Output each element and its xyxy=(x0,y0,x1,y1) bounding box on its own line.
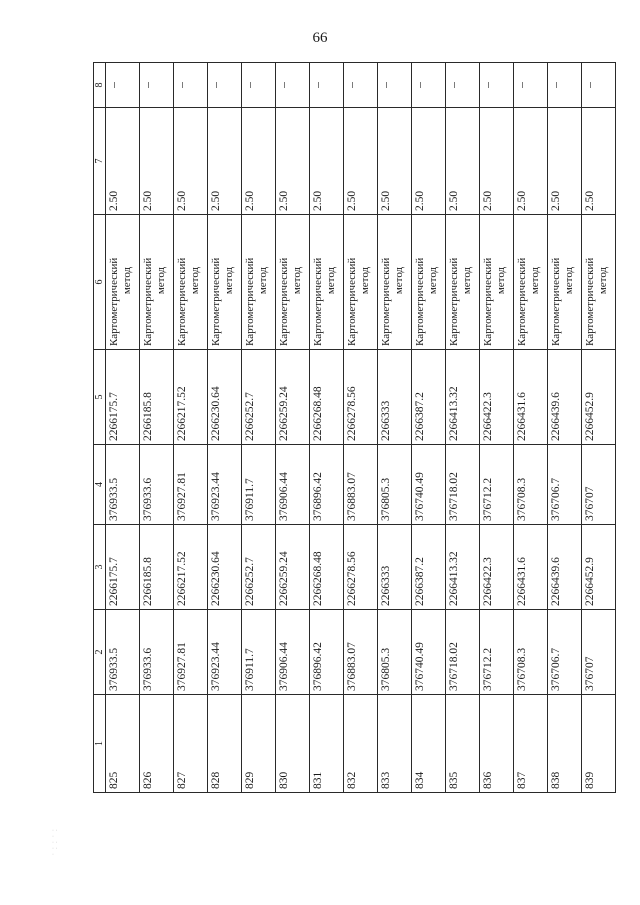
method-cell xyxy=(548,215,582,350)
method-cell xyxy=(106,215,140,350)
method-line-2: метод xyxy=(121,266,133,295)
x-refined-cell: 376923.44 xyxy=(208,445,242,525)
x-existing-cell: 376805.3 xyxy=(378,610,412,695)
table-row xyxy=(582,63,616,793)
point-number-cell: 837 xyxy=(514,695,548,793)
method-line-2: метод xyxy=(597,266,609,295)
x-refined-cell: 376896.42 xyxy=(310,445,344,525)
table-row xyxy=(344,63,378,793)
y-existing-cell: 2266387.2 xyxy=(412,525,446,610)
notes-cell: – xyxy=(242,63,276,108)
header-cell-6: 6 xyxy=(94,215,106,350)
point-number-cell: 829 xyxy=(242,695,276,793)
table-row xyxy=(446,63,480,793)
method-line-2: метод xyxy=(427,266,439,295)
method-cell xyxy=(310,215,344,350)
y-refined-cell: 2266230.64 xyxy=(208,350,242,445)
accuracy-cell: 2.50 xyxy=(378,108,412,215)
x-refined-cell: 376927.81 xyxy=(174,445,208,525)
x-existing-cell: 376707 xyxy=(582,610,616,695)
method-line-1: Картометрический xyxy=(516,257,528,346)
point-number-cell: 828 xyxy=(208,695,242,793)
accuracy-cell: 2.50 xyxy=(208,108,242,215)
margin-mark: · · · · · · · · xyxy=(52,828,58,858)
accuracy-cell: 2.50 xyxy=(276,108,310,215)
method-line-1: Картометрический xyxy=(312,257,324,346)
x-existing-cell: 376883.07 xyxy=(344,610,378,695)
y-existing-cell: 2266217.52 xyxy=(174,525,208,610)
notes-cell: – xyxy=(378,63,412,108)
x-existing-cell: 376708.3 xyxy=(514,610,548,695)
method-line-2: метод xyxy=(223,266,235,295)
y-refined-cell: 2266413.32 xyxy=(446,350,480,445)
notes-cell: – xyxy=(446,63,480,108)
method-cell xyxy=(446,215,480,350)
method-cell xyxy=(582,215,616,350)
accuracy-cell: 2.50 xyxy=(106,108,140,215)
point-number-cell: 839 xyxy=(582,695,616,793)
method-line-1: Картометрический xyxy=(278,257,290,346)
header-cell-2: 2 xyxy=(94,610,106,695)
page-number: 66 xyxy=(312,30,328,46)
x-refined-cell: 376883.07 xyxy=(344,445,378,525)
x-refined-cell: 376911.7 xyxy=(242,445,276,525)
header-cell-7: 7 xyxy=(94,108,106,215)
notes-cell: – xyxy=(140,63,174,108)
y-existing-cell: 2266185.8 xyxy=(140,525,174,610)
coordinates-table xyxy=(93,62,616,793)
method-line-2: метод xyxy=(495,266,507,295)
notes-cell: – xyxy=(106,63,140,108)
method-line-1: Картометрический xyxy=(584,257,596,346)
accuracy-cell: 2.50 xyxy=(140,108,174,215)
y-existing-cell: 2266439.6 xyxy=(548,525,582,610)
accuracy-cell: 2.50 xyxy=(242,108,276,215)
point-number-cell: 826 xyxy=(140,695,174,793)
y-refined-cell: 2266252.7 xyxy=(242,350,276,445)
x-existing-cell: 376927.81 xyxy=(174,610,208,695)
notes-cell: – xyxy=(276,63,310,108)
y-existing-cell: 2266278.56 xyxy=(344,525,378,610)
method-line-1: Картометрический xyxy=(550,257,562,346)
table-row xyxy=(480,63,514,793)
y-existing-cell: 2266413.32 xyxy=(446,525,480,610)
y-existing-cell: 2266268.48 xyxy=(310,525,344,610)
method-line-1: Картометрический xyxy=(142,257,154,346)
x-existing-cell: 376923.44 xyxy=(208,610,242,695)
method-line-2: метод xyxy=(325,266,337,295)
method-cell xyxy=(480,215,514,350)
method-cell xyxy=(514,215,548,350)
notes-cell: – xyxy=(582,63,616,108)
method-cell xyxy=(276,215,310,350)
y-existing-cell: 2266252.7 xyxy=(242,525,276,610)
table-row xyxy=(106,63,140,793)
method-line-1: Картометрический xyxy=(380,257,392,346)
method-line-1: Картометрический xyxy=(210,257,222,346)
header-row xyxy=(94,63,106,793)
y-existing-cell: 2266431.6 xyxy=(514,525,548,610)
table-row xyxy=(208,63,242,793)
x-existing-cell: 376740.49 xyxy=(412,610,446,695)
x-existing-cell: 376896.42 xyxy=(310,610,344,695)
header-cell-8: 8 xyxy=(94,63,106,108)
y-existing-cell: 2266452.9 xyxy=(582,525,616,610)
header-cell-5: 5 xyxy=(94,350,106,445)
accuracy-cell: 2.50 xyxy=(514,108,548,215)
point-number-cell: 835 xyxy=(446,695,480,793)
point-number-cell: 832 xyxy=(344,695,378,793)
accuracy-cell: 2.50 xyxy=(480,108,514,215)
y-existing-cell: 2266333 xyxy=(378,525,412,610)
y-refined-cell: 2266175.7 xyxy=(106,350,140,445)
x-refined-cell: 376933.6 xyxy=(140,445,174,525)
accuracy-cell: 2.50 xyxy=(548,108,582,215)
header-cell-4: 4 xyxy=(94,445,106,525)
table-row xyxy=(174,63,208,793)
point-number-cell: 833 xyxy=(378,695,412,793)
x-refined-cell: 376712.2 xyxy=(480,445,514,525)
method-line-1: Картометрический xyxy=(244,257,256,346)
accuracy-cell: 2.50 xyxy=(344,108,378,215)
accuracy-cell: 2.50 xyxy=(446,108,480,215)
y-existing-cell: 2266230.64 xyxy=(208,525,242,610)
method-cell xyxy=(242,215,276,350)
notes-cell: – xyxy=(514,63,548,108)
table-row xyxy=(514,63,548,793)
table-row xyxy=(242,63,276,793)
notes-cell: – xyxy=(174,63,208,108)
method-line-1: Картометрический xyxy=(414,257,426,346)
method-cell xyxy=(344,215,378,350)
y-refined-cell: 2266431.6 xyxy=(514,350,548,445)
point-number-cell: 827 xyxy=(174,695,208,793)
table-body xyxy=(106,63,616,793)
x-existing-cell: 376911.7 xyxy=(242,610,276,695)
method-line-2: метод xyxy=(291,266,303,295)
table-row xyxy=(276,63,310,793)
point-number-cell: 831 xyxy=(310,695,344,793)
method-line-1: Картометрический xyxy=(482,257,494,346)
y-refined-cell: 2266278.56 xyxy=(344,350,378,445)
x-refined-cell: 376706.7 xyxy=(548,445,582,525)
x-existing-cell: 376712.2 xyxy=(480,610,514,695)
accuracy-cell: 2.50 xyxy=(174,108,208,215)
notes-cell: – xyxy=(310,63,344,108)
method-line-2: метод xyxy=(563,266,575,295)
y-refined-cell: 2266439.6 xyxy=(548,350,582,445)
method-line-2: метод xyxy=(189,266,201,295)
y-refined-cell: 2266185.8 xyxy=(140,350,174,445)
table-row xyxy=(548,63,582,793)
x-existing-cell: 376906.44 xyxy=(276,610,310,695)
accuracy-cell: 2.50 xyxy=(582,108,616,215)
method-cell xyxy=(208,215,242,350)
notes-cell: – xyxy=(208,63,242,108)
x-existing-cell: 376706.7 xyxy=(548,610,582,695)
method-line-2: метод xyxy=(359,266,371,295)
point-number-cell: 825 xyxy=(106,695,140,793)
point-number-cell: 830 xyxy=(276,695,310,793)
header-cell-1: 1 xyxy=(94,695,106,793)
y-refined-cell: 2266452.9 xyxy=(582,350,616,445)
y-existing-cell: 2266175.7 xyxy=(106,525,140,610)
accuracy-cell: 2.50 xyxy=(412,108,446,215)
table-row xyxy=(378,63,412,793)
method-line-2: метод xyxy=(461,266,473,295)
method-cell xyxy=(140,215,174,350)
x-refined-cell: 376707 xyxy=(582,445,616,525)
y-refined-cell: 2266333 xyxy=(378,350,412,445)
x-refined-cell: 376718.02 xyxy=(446,445,480,525)
notes-cell: – xyxy=(480,63,514,108)
x-refined-cell: 376906.44 xyxy=(276,445,310,525)
point-number-cell: 836 xyxy=(480,695,514,793)
x-existing-cell: 376718.02 xyxy=(446,610,480,695)
table-row xyxy=(310,63,344,793)
method-line-1: Картометрический xyxy=(448,257,460,346)
x-existing-cell: 376933.5 xyxy=(106,610,140,695)
method-line-1: Картометрический xyxy=(346,257,358,346)
x-refined-cell: 376933.5 xyxy=(106,445,140,525)
x-refined-cell: 376805.3 xyxy=(378,445,412,525)
table-row xyxy=(412,63,446,793)
y-refined-cell: 2266217.52 xyxy=(174,350,208,445)
x-refined-cell: 376740.49 xyxy=(412,445,446,525)
notes-cell: – xyxy=(548,63,582,108)
point-number-cell: 838 xyxy=(548,695,582,793)
y-refined-cell: 2266422.3 xyxy=(480,350,514,445)
method-line-1: Картометрический xyxy=(176,257,188,346)
method-cell xyxy=(174,215,208,350)
x-refined-cell: 376708.3 xyxy=(514,445,548,525)
method-line-1: Картометрический xyxy=(108,257,120,346)
table-row xyxy=(140,63,174,793)
y-existing-cell: 2266422.3 xyxy=(480,525,514,610)
y-refined-cell: 2266387.2 xyxy=(412,350,446,445)
method-cell xyxy=(378,215,412,350)
method-line-2: метод xyxy=(529,266,541,295)
x-existing-cell: 376933.6 xyxy=(140,610,174,695)
method-line-2: метод xyxy=(393,266,405,295)
notes-cell: – xyxy=(412,63,446,108)
point-number-cell: 834 xyxy=(412,695,446,793)
y-refined-cell: 2266259.24 xyxy=(276,350,310,445)
header-cell-3: 3 xyxy=(94,525,106,610)
y-refined-cell: 2266268.48 xyxy=(310,350,344,445)
notes-cell: – xyxy=(344,63,378,108)
method-line-2: метод xyxy=(155,266,167,295)
rotated-table-container xyxy=(93,63,609,793)
method-cell xyxy=(412,215,446,350)
y-existing-cell: 2266259.24 xyxy=(276,525,310,610)
accuracy-cell: 2.50 xyxy=(310,108,344,215)
method-line-2: метод xyxy=(257,266,269,295)
